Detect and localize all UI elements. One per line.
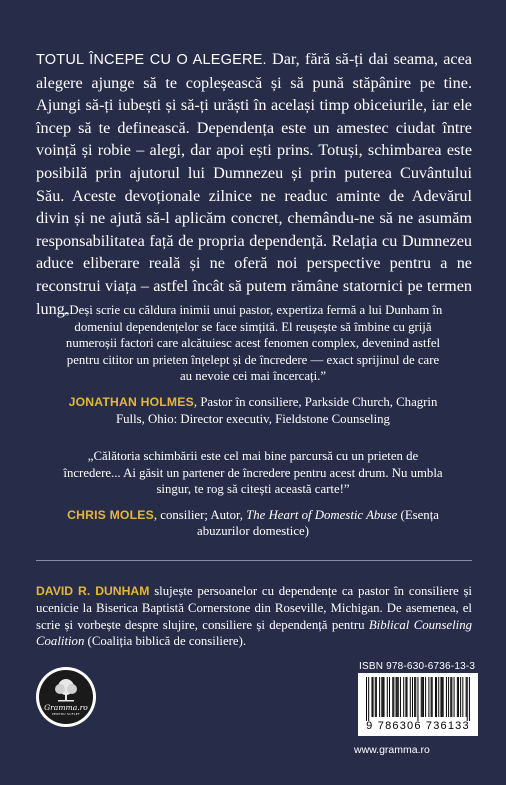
author-bio bbox=[36, 583, 472, 650]
blurb-text: Dar, fără să-ți dai seama, acea alegere ajunge să te copleșească și să pună stăpânire pe tine. Ajungi să-ți iubești și să-ți urăști în același timp obiceiurile, iar ele încep să te definească. Dependența este un amestec ciudat între voință și robie – alegi, dar apoi ești prins. Totuși, schimbarea este posibilă prin ajutorul lui Dumnezeu și prin puterea Cuvântului Său. Aceste devoționale zilnice ne readuc aminte de Adevărul divin și ne ajută să-l aplicăm concret, chemându-ne să ne asumăm responsabilitatea față de propria dependență. Relația cu Dumnezeu aduce eliberare reală și ne oferă noi perspective pentru a ne reconstrui viața – astfel încât să putem rămâne statornici pe termen lung. bbox=[36, 50, 472, 318]
barcode-digits: 9 786306 736133 bbox=[366, 720, 470, 732]
endorsement-quote: „Călătoria schimbării este cel mai bine parcursă cu un prieten de încredere... Ai găsit un partener de încredere pentru acest drum. Nu umbla singur, te rog să citești această carte!” bbox=[63, 449, 443, 497]
publisher-logo-tagline: PENTRU SUFLET bbox=[51, 712, 81, 716]
endorser-name: JONATHAN HOLMES bbox=[68, 394, 194, 409]
publisher-website: www.gramma.ro bbox=[354, 744, 430, 756]
endorser-role: , consilier; Autor, bbox=[153, 507, 247, 522]
endorser-book-note: (Esența abuzurilor domestice) bbox=[197, 507, 439, 539]
endorsement-attribution bbox=[60, 394, 446, 427]
isbn-label: ISBN 978-630-6736-13-3 bbox=[359, 661, 476, 672]
endorser-name: CHRIS MOLES bbox=[67, 507, 154, 522]
publisher-logo-name: Gramma.ro bbox=[44, 703, 88, 712]
tree-icon bbox=[51, 678, 81, 704]
endorsement-quote: „Deși scrie cu căldura inimii unui pastor, expertiza fermă a lui Dunham în domeniul dependențelor se face simțită. El reușește să îmbine cu grijă numeroșii factori care alcătuiesc acest fenomen complex, devenind astfel pentru cititor un prieten înțelept și de încredere — exact sprijinul de care au nevoie cei mai încercați.” bbox=[63, 303, 443, 384]
endorsement-attribution bbox=[60, 507, 446, 540]
endorsement-holmes bbox=[60, 302, 446, 427]
publisher-logo bbox=[36, 667, 96, 727]
author-name: DAVID R. DUNHAM bbox=[36, 584, 150, 598]
author-bio-text: slujește persoanelor cu dependențe ca pastor în consiliere și ucenicie la Biserica Baptistă Cornerstone din Roseville, Michigan. De asemenea, el scrie și vorbește despre slujire, consiliere și dependență pentru bbox=[36, 584, 472, 632]
divider bbox=[36, 560, 472, 561]
blurb-lead: TOTUL ÎNCEPE CU O ALEGERE. bbox=[36, 52, 267, 68]
endorser-book-title: The Heart of Domestic Abuse bbox=[246, 507, 398, 522]
barcode bbox=[358, 673, 478, 736]
author-org-note: (Coaliția biblică de consiliere). bbox=[84, 634, 247, 649]
author-org: Biblical Counseling Coalition bbox=[36, 617, 472, 649]
back-cover-blurb bbox=[36, 48, 472, 320]
endorsement-moles bbox=[60, 448, 446, 540]
barcode-bars bbox=[366, 677, 470, 721]
endorser-role: , Pastor în consiliere, Parkside Church, Chagrin Fulls, Ohio: Director executiv, Fieldstone Counseling bbox=[116, 394, 438, 426]
